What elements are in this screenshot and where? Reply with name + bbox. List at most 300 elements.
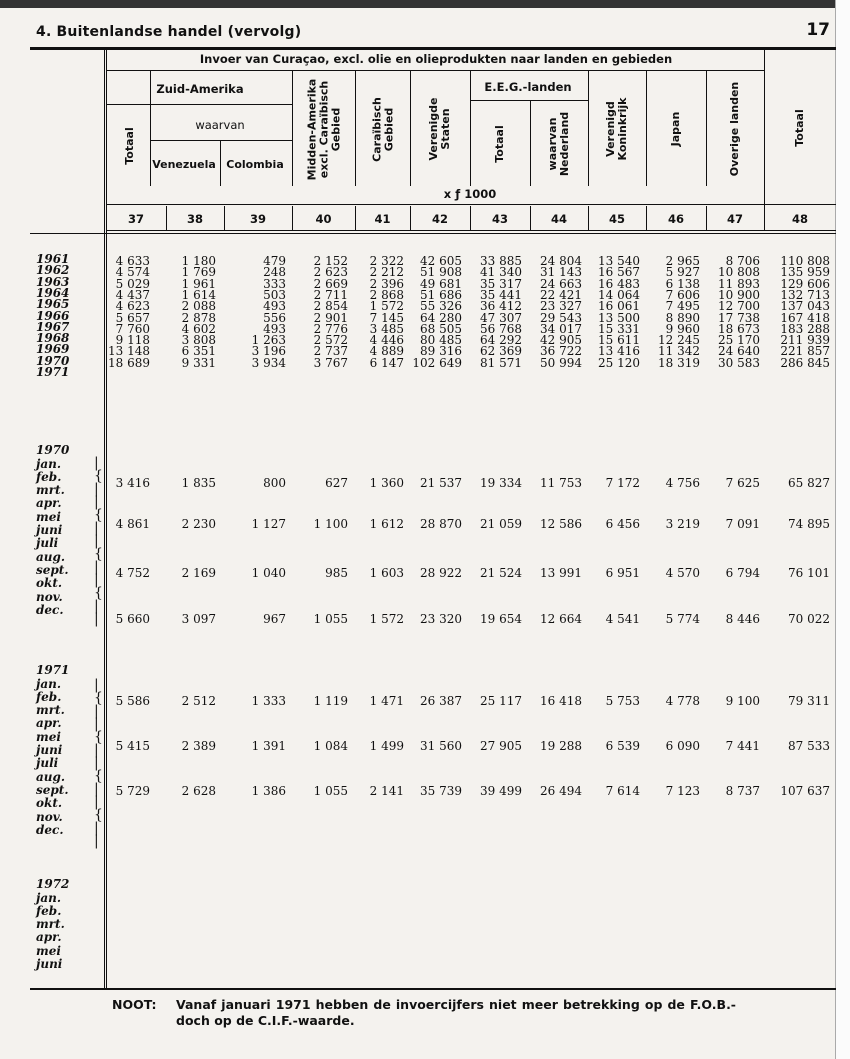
quarter-cell-1971: 5 729 [115,784,150,798]
month-label: dec. [36,602,64,617]
annual-cell: 55 326 [420,299,462,314]
quarter-cell-1970: 967 [263,612,286,626]
quarter-cell-1971: 2 389 [181,739,216,753]
brace-1971: { [94,768,103,784]
brace-1970: | [94,572,99,588]
brace-1971: | [94,820,99,836]
annual-cell: 89 316 [420,344,462,359]
brace-1971: | [94,781,99,797]
col-totaal-eeg: Totaal [493,125,506,163]
brace-1971: { [94,690,103,706]
brace-1970: { [94,546,103,562]
annual-cell: 1 961 [181,276,216,291]
month-label-1972: mrt. [36,917,65,932]
column-number: 41 [374,212,391,226]
quarter-cell-1971: 5 415 [115,739,150,753]
annual-cell: 68 505 [420,321,462,336]
annual-cell: 80 485 [420,333,462,348]
quarter-cell-1971: 26 494 [540,784,582,798]
month-label: nov. [36,809,63,824]
annual-cell: 2 737 [313,344,348,359]
annual-cell: 35 441 [480,287,522,302]
year-label: 1964 [36,285,70,300]
quarter-cell-1970: 28 870 [420,517,462,531]
unit-label: x ƒ 1000 [443,187,497,201]
annual-cell: 5 927 [665,265,700,280]
quarter-cell-1971: 25 117 [480,694,522,708]
month-label: juni [36,523,63,537]
annual-cell: 35 317 [480,276,522,291]
annual-cell: 4 623 [115,299,150,314]
month-label-1972: mei [36,943,61,958]
annual-cell: 31 143 [540,265,582,280]
annual-cell: 24 804 [540,254,582,268]
column-number: 43 [491,212,508,226]
month-label: feb. [36,689,62,704]
annual-cell: 2 711 [313,287,348,302]
brace-1971: | [94,716,99,732]
annual-cell: 9 118 [115,333,150,348]
page-right-edge [835,0,850,1059]
month-label: juli [36,536,59,551]
quarter-cell-1971: 39 499 [480,784,522,798]
col-midden-amerika: Midden-Amerika excl. Caraïbisch Gebied [304,78,342,180]
brace-1970: { [94,507,103,523]
year-label: 1971 [36,365,70,379]
column-number: 46 [667,212,684,226]
brace-1970: | [94,598,99,614]
annual-cell: 24 640 [718,344,760,359]
quarter-cell-1971: 79 311 [788,694,830,708]
annual-cell: 503 [263,287,286,302]
annual-cell: 7 760 [115,321,150,336]
quarter-cell-1971: 1 386 [251,784,286,798]
annual-cell: 24 663 [540,276,582,291]
annual-cell: 42 905 [540,333,582,348]
annual-cell: 1 180 [181,254,216,268]
eeg-rule [470,100,588,101]
year-label: 1965 [36,297,70,312]
quarter-cell-1970: 28 922 [420,566,462,580]
quarter-cell-1971: 2 512 [181,694,216,708]
col-venezuela: Venezuela [152,158,216,171]
annual-cell: 14 064 [598,287,640,302]
col-colombia: Colombia [226,158,284,171]
quarter-cell-1971: 1 055 [313,784,348,798]
month-label: sept. [36,782,69,797]
column-number: 39 [249,212,266,226]
annual-cell: 12 700 [718,299,760,314]
col-totaal: Totaal [793,109,806,147]
annual-cell: 102 649 [412,355,462,370]
stub-divider [104,50,105,988]
annual-cell: 2 623 [313,265,348,280]
month-label-1972: apr. [36,930,62,945]
annual-cell: 1 769 [181,265,216,280]
quarter-cell-1971: 1 499 [369,739,404,753]
annual-cell: 13 500 [598,310,640,325]
unit-rule [106,204,836,205]
quarter-cell-1971: 2 628 [181,784,216,798]
quarter-cell-1971: 1 391 [251,739,286,753]
quarter-cell-1971: 8 737 [725,784,760,798]
annual-cell: 4 602 [181,321,216,336]
column-number: 48 [791,212,808,226]
quarter-cell-1970: 7 172 [605,476,640,490]
month-label: mei [36,509,61,524]
column-number: 42 [431,212,448,226]
annual-cell: 3 934 [251,355,286,370]
month-label: mrt. [36,703,65,718]
brace-1970: | [94,494,99,510]
quarter-cell-1970: 800 [263,476,286,490]
annual-cell: 41 340 [480,265,522,280]
year-label: 1966 [36,308,70,323]
quarter-cell-1971: 1 333 [251,694,286,708]
column-number: 38 [186,212,203,226]
quarter-cell-1971: 35 739 [420,784,462,798]
brace-1970: { [94,468,103,484]
annual-cell: 4 889 [369,344,404,359]
month-label: okt. [36,796,63,811]
quarter-cell-1971: 27 905 [480,739,522,753]
annual-cell: 3 485 [369,321,404,336]
year-label-1972: 1972 [36,877,70,891]
annual-cell: 1 614 [181,287,216,302]
month-label: nov. [36,589,63,604]
quarter-cell-1970: 1 612 [369,517,404,531]
col-divider-nederland [530,100,531,186]
quarter-cell-1970: 21 537 [420,476,462,490]
annual-cell: 11 893 [718,276,760,291]
note-text: Vanaf januari 1971 hebben de invoercijfers niet meer betrekking op de F.O.B.-doch op de C.I.F.-waarde. [176,997,736,1028]
quarter-cell-1970: 12 586 [540,517,582,531]
quarter-cell-1971: 1 119 [313,694,348,708]
annual-cell: 33 885 [480,254,522,268]
annual-cell: 2 901 [313,310,348,325]
column-number: 47 [726,212,743,226]
annual-cell: 16 483 [598,276,640,291]
month-label: okt. [36,576,63,591]
quarter-cell-1970: 4 756 [665,476,700,490]
annual-cell: 5 657 [115,310,150,325]
annual-cell: 4 574 [115,265,150,280]
month-label: feb. [36,469,62,484]
quarter-cell-1970: 2 230 [181,517,216,531]
quarter-cell-1971: 5 586 [115,694,150,708]
quarter-cell-1971: 1 471 [369,694,404,708]
annual-cell: 49 681 [420,276,462,291]
quarter-cell-1970: 23 320 [420,612,462,626]
year-label-1970: 1970 [36,443,70,457]
quarter-cell-1970: 12 664 [540,612,582,626]
brace-1971: | [94,833,99,849]
quarter-cell-1971: 5 753 [605,694,640,708]
main-header-rule [106,70,764,71]
quarter-cell-1970: 5 660 [115,612,150,626]
quarter-cell-1970: 3 416 [115,476,150,490]
month-label: aug. [36,549,66,564]
quarter-cell-1970: 1 835 [181,476,216,490]
quarter-cell-1971: 4 778 [665,694,700,708]
annual-cell: 2 776 [313,321,348,336]
col-divider-3 [410,70,411,186]
annual-cell: 64 292 [480,333,522,348]
annual-cell: 15 611 [598,333,640,348]
annual-cell: 2 396 [369,276,404,291]
brace-1971: | [94,794,99,810]
col-divider-5 [588,70,589,186]
annual-cell: 17 738 [718,310,760,325]
page-number: 17 [806,20,830,40]
quarter-cell-1970: 1 127 [251,517,286,531]
waarvan-rule [150,140,292,141]
annual-cell: 556 [263,310,286,325]
annual-cell: 30 583 [718,355,760,370]
annual-cell: 25 170 [718,333,760,348]
quarter-cell-1971: 2 141 [369,784,404,798]
month-label: jan. [36,676,62,691]
quarter-cell-1970: 1 360 [369,476,404,490]
col-waarvan-nederland: waarvan Nederland [546,111,571,177]
quarter-cell-1970: 627 [325,476,348,490]
annual-cell: 2 868 [369,287,404,302]
top-rule [30,47,836,50]
quarter-cell-1971: 16 418 [540,694,582,708]
quarter-cell-1971: 1 084 [313,739,348,753]
month-label: mrt. [36,483,65,498]
column-number: 37 [127,212,144,226]
quarter-cell-1970: 11 753 [540,476,582,490]
annual-cell: 221 857 [780,344,830,359]
month-label: juli [36,756,59,771]
annual-cell: 135 959 [780,265,830,280]
col-divider-6 [646,70,647,186]
annual-cell: 42 605 [420,254,462,268]
quarter-cell-1971: 7 123 [665,784,700,798]
quarter-cell-1970: 6 951 [605,566,640,580]
quarter-cell-1970: 6 794 [725,566,760,580]
quarter-cell-1971: 9 100 [725,694,760,708]
quarter-cell-1971: 6 539 [605,739,640,753]
annual-cell: 34 017 [540,321,582,336]
annual-cell: 6 138 [665,276,700,291]
annual-cell: 23 327 [540,299,582,314]
annual-cell: 18 673 [718,321,760,336]
annual-cell: 7 145 [369,310,404,325]
quarter-cell-1970: 4 570 [665,566,700,580]
brace-1970: { [94,585,103,601]
annual-cell: 333 [263,276,286,291]
quarter-cell-1971: 87 533 [788,739,830,753]
annual-cell: 2 212 [369,265,404,280]
group-eeg: E.E.G.-landen [484,80,572,94]
quarter-cell-1971: 26 387 [420,694,462,708]
annual-cell: 18 319 [658,355,700,370]
annual-cell: 51 908 [420,265,462,280]
quarter-cell-1970: 4 752 [115,566,150,580]
annual-cell: 6 351 [181,344,216,359]
page-top-edge [0,0,850,8]
annual-cell: 11 342 [658,344,700,359]
annual-cell: 7 606 [665,287,700,302]
annual-cell: 12 245 [658,333,700,348]
annual-cell: 183 288 [780,321,830,336]
quarter-cell-1970: 2 169 [181,566,216,580]
section-title: 4. Buitenlandse handel (vervolg) [36,24,302,40]
quarter-cell-1970: 4 541 [605,612,640,626]
annual-cell: 3 808 [181,333,216,348]
quarter-cell-1970: 1 100 [313,517,348,531]
quarter-cell-1971: 6 090 [665,739,700,753]
quarter-cell-1970: 21 524 [480,566,522,580]
quarter-cell-1970: 19 334 [480,476,522,490]
annual-cell: 5 029 [115,276,150,291]
annual-cell: 167 418 [780,310,830,325]
annual-cell: 16 061 [598,299,640,314]
bottom-rule [30,988,836,990]
year-label: 1961 [36,252,70,266]
quarter-cell-1971: 31 560 [420,739,462,753]
quarter-cell-1971: 19 288 [540,739,582,753]
quarter-cell-1970: 1 572 [369,612,404,626]
quarter-cell-1970: 4 861 [115,517,150,531]
annual-cell: 493 [263,299,286,314]
brace-1970: | [94,611,99,627]
colnum-rule [106,230,836,231]
annual-cell: 16 567 [598,265,640,280]
annual-cell: 129 606 [780,276,830,291]
brace-1970: | [94,533,99,549]
annual-cell: 110 808 [780,254,830,268]
quarter-cell-1970: 76 101 [788,566,830,580]
quarter-cell-1970: 7 625 [725,476,760,490]
quarter-cell-1970: 3 219 [665,517,700,531]
quarter-cell-1970: 5 774 [665,612,700,626]
annual-cell: 13 540 [598,254,640,268]
month-label: apr. [36,716,62,731]
year-label: 1962 [36,263,70,278]
annual-cell: 36 412 [480,299,522,314]
brace-1971: { [94,729,103,745]
annual-cell: 10 808 [718,265,760,280]
annual-cell: 81 571 [480,355,522,370]
annual-cell: 13 148 [108,344,150,359]
quarter-cell-1970: 1 040 [251,566,286,580]
annual-cell: 4 437 [115,287,150,302]
year-label: 1968 [36,331,70,346]
col-verenigde-staten: Verenigde Staten [427,97,452,161]
annual-cell: 2 152 [313,254,348,268]
annual-cell: 8 890 [665,310,700,325]
annual-cell: 211 939 [780,333,830,348]
quarter-cell-1970: 8 446 [725,612,760,626]
annual-cell: 9 960 [665,321,700,336]
col-totaal-zuid-amerika: Totaal [123,127,136,165]
brace-1970: | [94,520,99,536]
annual-cell: 132 713 [780,287,830,302]
column-number: 44 [550,212,567,226]
annual-cell: 62 369 [480,344,522,359]
note-label: NOOT: [112,997,157,1012]
quarter-cell-1970: 74 895 [788,517,830,531]
quarter-cell-1970: 985 [325,566,348,580]
annual-cell: 137 043 [780,299,830,314]
zuid-amerika-rule [106,104,292,105]
annual-cell: 479 [263,254,286,268]
quarter-cell-1970: 7 091 [725,517,760,531]
annual-cell: 2 322 [369,254,404,268]
brace-1971: | [94,742,99,758]
annual-cell: 3 767 [313,355,348,370]
month-label: juni [36,743,63,757]
quarter-cell-1970: 21 059 [480,517,522,531]
col-overige-landen: Overige landen [728,81,741,177]
annual-cell: 2 965 [665,254,700,268]
annual-cell: 15 331 [598,321,640,336]
brace-1971: { [94,807,103,823]
quarter-cell-1970: 13 991 [540,566,582,580]
quarter-cell-1970: 1 055 [313,612,348,626]
month-label-1972: feb. [36,903,62,918]
year-label: 1963 [36,274,70,289]
annual-cell: 2 088 [181,299,216,314]
quarter-cell-1971: 7 614 [605,784,640,798]
annual-cell: 50 994 [540,355,582,370]
group-zuid-amerika: Zuid-Amerika [156,82,244,96]
annual-cell: 4 446 [369,333,404,348]
annual-cell: 286 845 [780,355,830,370]
page-header [30,18,836,48]
stub-divider-2 [106,50,107,988]
column-number: 40 [315,212,332,226]
annual-cell: 6 147 [369,355,404,370]
brace-1971: | [94,703,99,719]
quarter-cell-1970: 3 097 [181,612,216,626]
col-divider-7 [706,70,707,186]
annual-cell: 25 120 [598,355,640,370]
column-number: 45 [608,212,625,226]
col-divider-1 [292,70,293,186]
annual-cell: 10 900 [718,287,760,302]
brace-1971: | [94,677,99,693]
year-label: 1970 [36,353,70,368]
month-label: sept. [36,562,69,577]
year-label: 1967 [36,319,70,334]
annual-cell: 22 421 [540,287,582,302]
month-label: aug. [36,769,66,784]
annual-cell: 3 196 [251,344,286,359]
quarter-cell-1970: 19 654 [480,612,522,626]
brace-1970: | [94,559,99,575]
month-label: dec. [36,822,64,837]
annual-cell: 248 [263,265,286,280]
quarter-cell-1971: 7 441 [725,739,760,753]
annual-cell: 36 722 [540,344,582,359]
month-label-1972: jan. [36,890,62,905]
month-label: mei [36,729,61,744]
year-label-1971-block: 1971 [36,663,70,677]
month-label: apr. [36,496,62,511]
annual-cell: 493 [263,321,286,336]
annual-cell: 2 572 [313,333,348,348]
annual-cell: 1 263 [251,333,286,348]
quarter-cell-1970: 65 827 [788,476,830,490]
waarvan-label: waarvan [195,118,245,132]
annual-cell: 64 280 [420,310,462,325]
annual-cell: 47 307 [480,310,522,325]
main-header: Invoer van Curaçao, excl. olie en olieprodukten naar landen en gebieden [199,52,673,66]
